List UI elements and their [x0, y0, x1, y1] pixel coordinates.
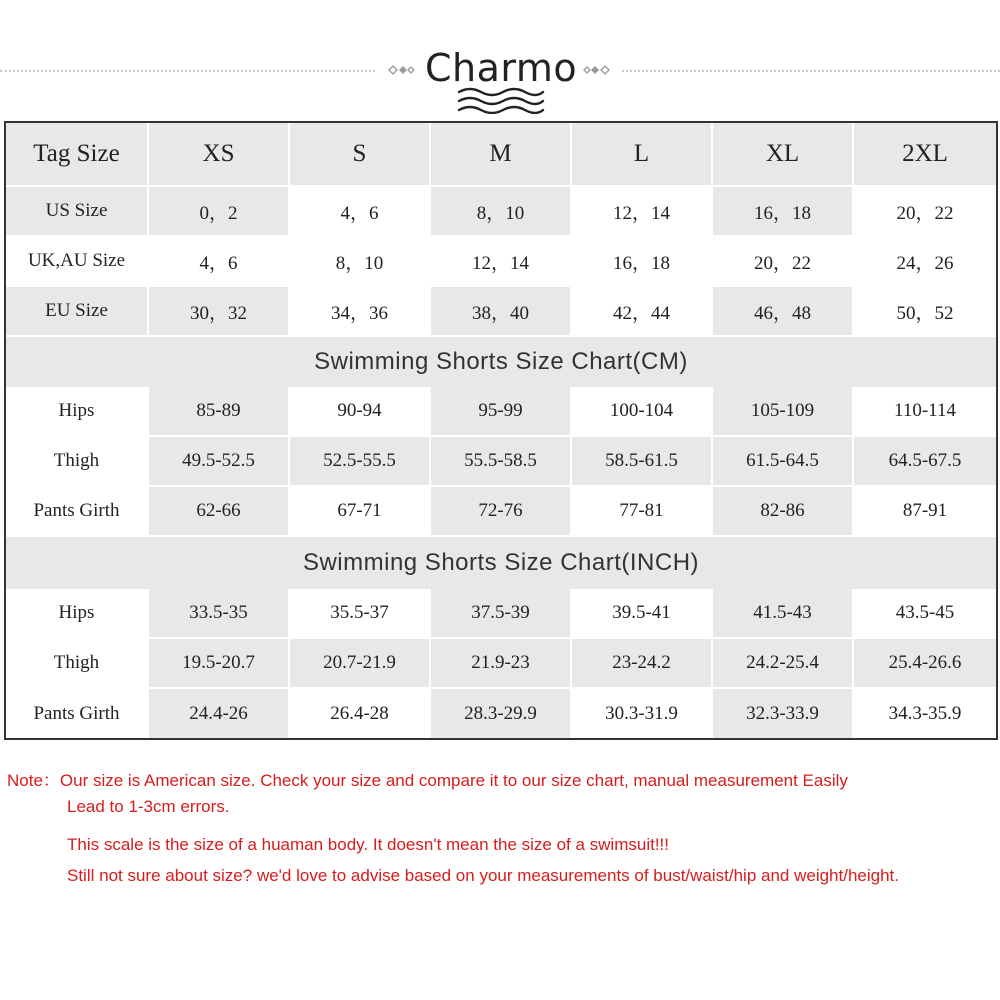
diamond-ornament-right-icon [583, 63, 613, 77]
table-cell: 46，48 [713, 287, 852, 335]
row-label: EU Size [6, 287, 147, 335]
column-header: 2XL [854, 123, 996, 185]
table-cell: 39.5-41 [612, 602, 671, 623]
table-row [6, 387, 996, 437]
table-cell: 37.5-39 [431, 589, 570, 637]
table-cell: 42，44 [612, 302, 670, 324]
table-cell: 110-114 [894, 400, 956, 421]
table-cell: 20，22 [753, 252, 811, 274]
table-cell: 41.5-43 [713, 589, 852, 637]
table-cell: 90-94 [337, 400, 382, 421]
column-header: XS [149, 123, 288, 185]
table-cell: 25.4-26.6 [854, 639, 996, 687]
table-cell: 77-81 [619, 500, 664, 521]
table-cell: 100-104 [609, 400, 674, 421]
table-cell: 95-99 [431, 387, 570, 435]
note-line-4: Still not sure about size? we'd love to advise based on your measurements of bust/waist/hip and weight/height. [67, 866, 900, 885]
dotted-divider-right [622, 70, 1000, 72]
table-cell: 61.5-64.5 [713, 437, 852, 485]
table-cell: 23-24.2 [572, 639, 711, 687]
table-row [6, 287, 996, 337]
table-cell: 24.4-26 [149, 689, 288, 738]
header-label-cell: Tag Size [6, 123, 147, 185]
table-cell: 87-91 [902, 500, 948, 521]
size-chart-table [4, 121, 998, 740]
table-cell: 55.5-58.5 [431, 437, 570, 485]
table-cell: 62-66 [149, 487, 288, 535]
table-cell: 19.5-20.7 [149, 639, 288, 687]
table-cell: 4，6 [340, 202, 379, 224]
brand-logo: Charmo [425, 46, 578, 90]
row-label: Pants Girth [33, 702, 120, 724]
table-row [6, 689, 996, 738]
table-cell: 24.2-25.4 [713, 639, 852, 687]
table-cell: 12，14 [612, 202, 670, 224]
table-cell: 20.7-21.9 [290, 639, 429, 687]
table-cell: 105-109 [713, 387, 852, 435]
row-label: US Size [6, 187, 147, 235]
row-label: Thigh [53, 652, 100, 673]
row-label: Hips [58, 602, 95, 623]
table-cell: 30.3-31.9 [605, 702, 678, 724]
table-cell: 16，18 [612, 252, 670, 274]
table-cell: 32.3-33.9 [713, 689, 852, 738]
table-cell: 12，14 [471, 252, 529, 274]
table-cell: 8，10 [431, 187, 570, 235]
table-row [6, 589, 996, 639]
table-cell: 20，22 [896, 202, 954, 224]
table-cell: 33.5-35 [149, 589, 288, 637]
inch-section-title: Swimming Shorts Size Chart(INCH) [6, 537, 996, 589]
table-row [6, 437, 996, 487]
table-header-row [6, 123, 996, 187]
table-cell: 52.5-55.5 [290, 437, 429, 485]
table-cell: 85-89 [149, 387, 288, 435]
diamond-ornament-left-icon [385, 63, 415, 77]
table-cell: 72-76 [431, 487, 570, 535]
table-cell: 30，32 [149, 287, 288, 335]
table-cell: 38，40 [431, 287, 570, 335]
note-line-1: Note：Our size is American size. Check your size and compare it to our size chart, manual measurement Easily [7, 771, 848, 790]
brand-header [0, 40, 1000, 120]
column-header: XL [713, 123, 852, 185]
wave-logo-icon [455, 86, 547, 114]
table-cell: 24，26 [896, 252, 954, 274]
table-cell: 58.5-61.5 [572, 437, 711, 485]
row-label: Pants Girth [33, 500, 120, 521]
note-line-3: This scale is the size of a huaman body. It doesn't mean the size of a swimsuit!!! [67, 835, 669, 854]
column-header: L [572, 123, 711, 185]
table-cell: 21.9-23 [431, 639, 570, 687]
row-label: UK,AU Size [27, 250, 126, 271]
table-cell: 34，36 [330, 302, 388, 324]
table-cell: 34.3-35.9 [888, 702, 962, 724]
table-cell: 67-71 [337, 500, 382, 521]
table-cell: 82-86 [713, 487, 852, 535]
cm-section-title: Swimming Shorts Size Chart(CM) [6, 337, 996, 387]
table-cell: 49.5-52.5 [149, 437, 288, 485]
table-cell: 43.5-45 [895, 602, 955, 623]
row-label: Thigh [53, 450, 100, 471]
table-cell: 0，2 [149, 187, 288, 235]
column-header: S [290, 123, 429, 185]
dotted-divider-left [0, 70, 375, 72]
table-cell: 50，52 [896, 302, 954, 324]
table-cell: 16，18 [713, 187, 852, 235]
table-cell: 4，6 [199, 252, 238, 274]
table-row [6, 187, 996, 237]
row-label: Hips [58, 400, 95, 421]
note-line-2: Lead to 1-3cm errors. [67, 797, 230, 816]
table-cell: 8，10 [335, 252, 384, 274]
table-cell: 35.5-37 [330, 602, 389, 623]
table-row [6, 639, 996, 689]
table-row [6, 487, 996, 537]
table-cell: 26.4-28 [330, 702, 389, 724]
table-cell: 64.5-67.5 [854, 437, 996, 485]
table-row [6, 237, 996, 287]
column-header: M [431, 123, 570, 185]
table-cell: 28.3-29.9 [431, 689, 570, 738]
